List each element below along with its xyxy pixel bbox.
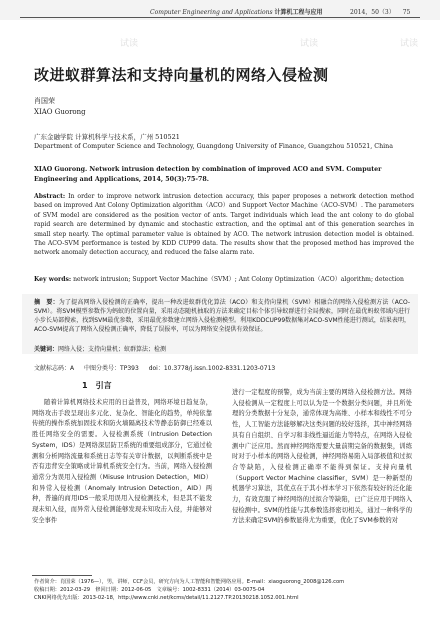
class-number: 中图分类号：TP393 [84, 365, 139, 372]
header-rule [20, 17, 420, 18]
issue-and-page [350, 7, 418, 16]
affiliation-cn: 广东金融学院 计算机科学与技术系，广州 510521 [34, 133, 180, 141]
author-name-en: XIAO Guorong [34, 108, 86, 116]
cn-abstract-text: 为了提高网络入侵检测的正确率，提出一种改进蚁群优化算法（ACO）和支持向量机（SVM）相融合的网络入侵检测方法（ACO-SVM）。将SVM模型参数作为蚂蚁的位置向量，采用动态随机抽取的方法来确定目标个体引导蚁群进行全局搜索，同时在最优蚂蚁邻域内进行小步长局部搜索，找到SVM最优参数，采用最优参数建立网络入侵检测模型。利用KDDCUP99数据集对ACO-SVM性能进行测试，结果表明，ACO-SVM提高了网络入侵检测正确率，降低了误报率，可以为网络安全提供有效保证。 [34, 299, 410, 333]
section-heading: 1 引言 [82, 381, 112, 390]
citation: XIAO Guorong. Network intrusion detection by combination of improved ACO and SVM. Computer Engineering and Applications, 2014, 50(3):75-78. [34, 166, 382, 183]
watermark: 试读 [400, 39, 419, 49]
footnote-dates: 收稿日期：2012-03-29 修回日期：2012-06-05 文章编号：1002-8331（2014）03-0075-04 [34, 587, 265, 593]
author-name-cn: 肖国荣 [34, 97, 55, 105]
article-meta [34, 363, 283, 372]
footnote-author-info: 作者简介：肖国荣（1976—），男，讲师，CCF会员，研究方向为人工智能和智能网络应用。E-mail：xiaoguorong_2008@126.com [34, 579, 345, 585]
footnote-rule [32, 575, 92, 576]
footnote-online: CNKI网络优先出版：2013-02-18，http://www.cnki.net/kcms/detail/11.2127.TP.20130218.1052.001.html [34, 595, 299, 601]
journal-name [150, 7, 323, 16]
keywords-en [34, 275, 414, 284]
cn-keywords-text: 网络入侵；支持向量机；蚁群算法；检测 [58, 346, 167, 353]
body-left-column: 随着计算机网络技术应用的日益普及，网络环境日趋复杂，网络攻击手段呈现出多元化、复杂化、智能化的趋势，单纯依靠传统的操作系统加固技术和防火墙隔离技术等静态防御已经难以胜任网络安全的需要。入侵检测系统（Intrusion Detection System，IDS）是网络深层防卫系统的重要组成部分，它通过检测和分析网络流量和系统日志等有关审计数据，以判断系统中是否有违背安全策略或计算机系统安全行为。当前，网络入侵检测通常分为误用入侵检测（Misuse Intrusion Detection，MID）和异常入侵检测（Anomaly Intrusion Detection，AID）两种，普遍的商用IDS一般采用误用入侵检测技术，但是其不能发现未知入侵，而异常入侵检测能够发现未知攻击入侵，并能够对安全事件 [32, 399, 212, 524]
doi: doi：10.3778/j.issn.1002-8331.1203-0713 [148, 365, 276, 372]
doc-code: 文献标志码：A [34, 365, 75, 372]
affiliation-en: Department of Computer Science and Technology, Guangdong University of Finance, Guangzhou 510521, China [34, 143, 393, 150]
abstract-en [34, 192, 414, 258]
paper-title: 改进蚁群算法和支持向量机的网络入侵检测 [34, 66, 329, 84]
cn-keywords-label: 关键词： [34, 346, 59, 353]
footnote [34, 578, 424, 602]
journal-name-en: Computer Engineering and Applications [150, 9, 273, 16]
abstract-label: Abstract: [34, 193, 66, 200]
cn-abstract-label: 摘 要： [34, 299, 59, 306]
journal-name-cn: 计算机工程与应用 [274, 9, 323, 16]
watermark: 试读 [300, 39, 319, 49]
body-right-column: 进行一定程度的预警，成为当前主要的网络入侵检测方法。网络入侵检测从一定程度上可以认为是一个数据分类问题，并且所处理的分类数据十分复杂，通常体现为高维、小样本和线性不可分性，人工智能方法能够解决这类问题的较好选择，其中神经网络具有自自组织、自学习和非线性逼近能力等特点，在网络入侵检测中广泛应用。然而神经网络需要大量前期完备的数据集，训练时对于小样本的网络入侵检测，神经网络易陷入局部极值和过拟合等缺陷，入侵检测正确率不能得到保证。支持向量机（Support Vector Machine classifier，SVM）是一种新型的机器学习算法，其优点在于其小样本学习下依然有较好的泛化能力，有效克服了神经网络的过拟合等缺陷，已广泛应用于网络入侵检测中。SVM的性能与其参数选择密切相关，通过一种科学的方法来确定SVM的参数显得尤为重要，优化了SVM参数的对 [232, 389, 412, 525]
running-header [0, 0, 440, 20]
abstract-cn [34, 298, 410, 334]
keywords-label: Key words: [34, 276, 72, 283]
abstract-text: In order to improve network intrusion detection accuracy, this paper proposes a network detection method based on improved Ant Colony Optimization algorithm（ACO）and Support Vector Machine（ACO-SVM）. The parameters of SVM model are considered as the position vector of ants. Target individuals which lead the ant colony to do global rapid search are determined by dynamic and stochastic extraction, and the optimal ant of this generation searches in small step nearly. The optimal parameter value is obtained by ACO. The network intrusion detection model is obtained. The ACO-SVM performance is tested by KDD CUP99 data. The results show that the proposed method has improved the network anomaly detection accuracy, and reduced the false alarm rate. [34, 193, 415, 257]
keywords-text: network intrusion; Support Vector Machine（SVM）; Ant Colony Optimization（ACO）algorithm; detection [73, 276, 404, 283]
issue-number: 2014，50（3） [350, 9, 395, 16]
watermark: 试读 [120, 39, 139, 49]
page-number: 75 [402, 9, 411, 16]
keywords-cn [34, 344, 166, 353]
